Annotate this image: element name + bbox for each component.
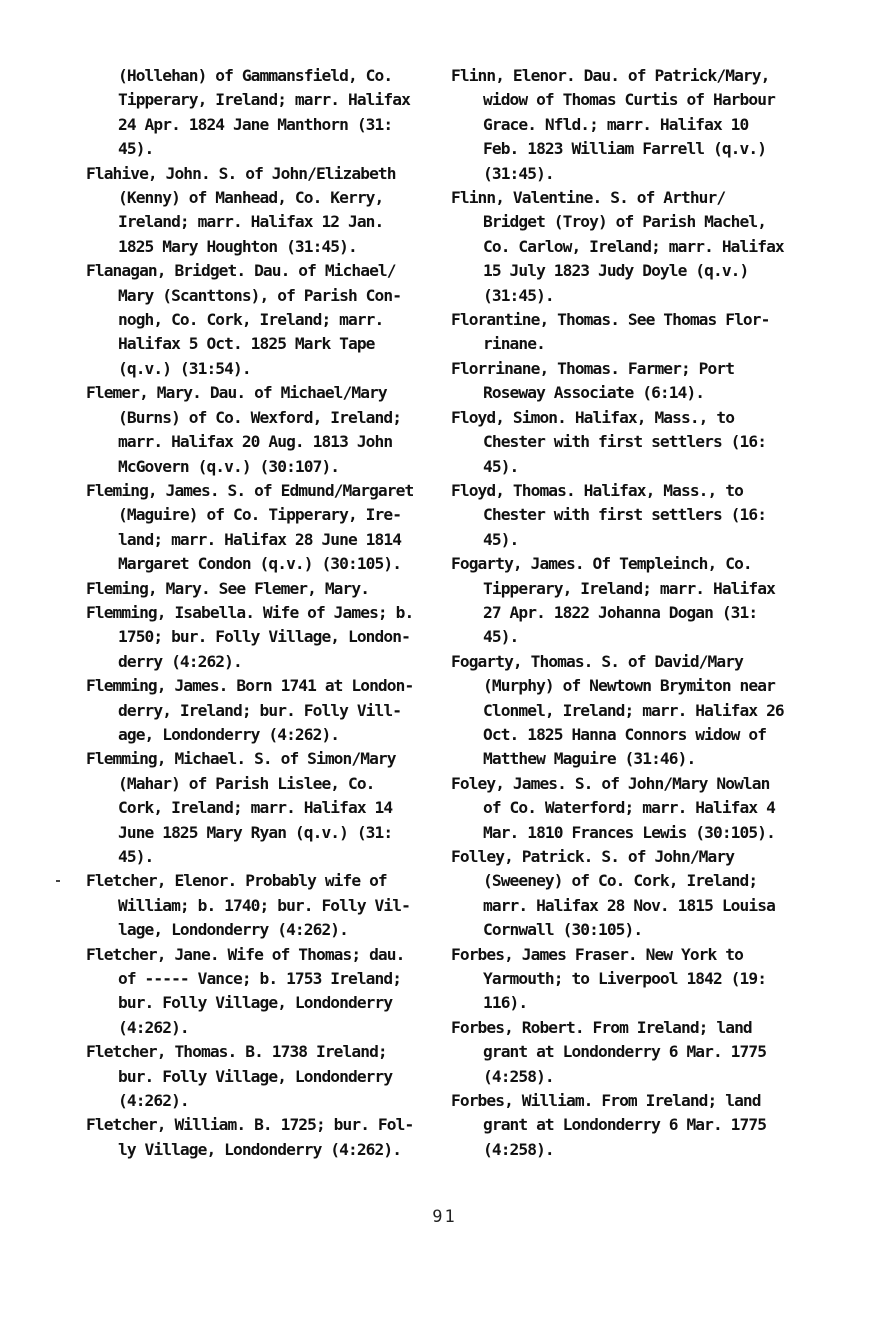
margin-mark [56,880,60,882]
entry: Fleming, Mary. See Flemer, Mary. [86,578,370,598]
entry: Flahive, John. S. of John/Elizabeth (Kenny) of Manhead, Co. Kerry, Ireland; marr. Halifax 12 Jan. 1825 Mary Houghton (31:45). [86,163,396,256]
entry: Floyd, Thomas. Halifax, Mass., to Chester with first settlers (16: 45). [451,480,767,549]
left-column [86,64,446,1162]
entry: Florantine, Thomas. See Thomas Flor- rinane. [451,310,770,354]
right-column [451,64,811,1162]
entry: Fleming, James. S. of Edmund/Margaret (Maguire) of Co. Tipperary, Ire- land; marr. Halifax 28 June 1814 Margaret Condon (q.v.) (30:105). [86,480,414,574]
entry: Floyd, Simon. Halifax, Mass., to Chester with first settlers (16: 45). [451,407,767,476]
entry: Fletcher, Jane. Wife of Thomas; dau. of ----- Vance; b. 1753 Ireland; bur. Folly Village, Londonderry (4:262). [86,944,405,1037]
entry: Folley, Patrick. S. of John/Mary (Sweeney) of Co. Cork, Ireland; marr. Halifax 28 Nov. 1815 Louisa Cornwall (30:105). [451,847,775,940]
entry: Flinn, Elenor. Dau. of Patrick/Mary, widow of Thomas Curtis of Harbour Grace. Nfld.; marr. Halifax 10 Feb. 1823 William Farrell (q.v.) (31:45). [451,66,775,183]
entry: Forbes, Robert. From Ireland; land grant at Londonderry 6 Mar. 1775 (4:258). [451,1017,767,1086]
entry: Flemming, James. Born 1741 at London- derry, Ireland; bur. Folly Vill- age, Londonderry (4:262). [86,676,414,744]
entry: Flemming, Michael. S. of Simon/Mary (Mahar) of Parish Lislee, Co. Cork, Ireland; marr. Halifax 14 June 1825 Mary Ryan (q.v.) (31: 45). [86,749,396,866]
entry: Flemer, Mary. Dau. of Michael/Mary (Burns) of Co. Wexford, Ireland; marr. Halifax 20 Aug. 1813 John McGovern (q.v.) (30:107). [86,383,402,476]
entry: Flinn, Valentine. S. of Arthur/ Bridget (Troy) of Parish Machel, Co. Carlow, Ireland; marr. Halifax 15 July 1823 Judy Doyle (q.v.) (31:45). [451,188,784,305]
entry: Fletcher, Thomas. B. 1738 Ireland; bur. Folly Village, Londonderry (4:262). [86,1042,393,1111]
entry: Florrinane, Thomas. Farmer; Port Roseway Associate (6:14). [451,358,735,403]
entry: Forbes, William. From Ireland; land grant at Londonderry 6 Mar. 1775 (4:258). [451,1091,767,1159]
entry: Flanagan, Bridget. Dau. of Michael/ Mary (Scanttons), of Parish Con- nogh, Co. Cork, Ireland; marr. Halifax 5 Oct. 1825 Mark Tape (q.v.) (31:54). [86,261,402,378]
entry: Forbes, James Fraser. New York to Yarmouth; to Liverpool 1842 (19: 116). [451,944,767,1013]
entry: Fogarty, Thomas. S. of David/Mary (Murphy) of Newtown Brymiton near Clonmel, Ireland; marr. Halifax 26 Oct. 1825 Hanna Connors widow of Matthew Maguire (31:46). [451,651,784,769]
entry: Foley, James. S. of John/Mary Nowlan of Co. Waterford; marr. Halifax 4 Mar. 1810 Frances Lewis (30:105). [451,773,775,842]
entry: Fletcher, William. B. 1725; bur. Fol- ly Village, Londonderry (4:262). [86,1115,414,1159]
entry: Flemming, Isabella. Wife of James; b. 1750; bur. Folly Village, London- derry (4:262). [86,602,414,671]
entry: Fogarty, James. Of Templeinch, Co. Tipperary, Ireland; marr. Halifax 27 Apr. 1822 Johanna Dogan (31: 45). [451,554,775,647]
entry: Fletcher, Elenor. Probably wife of William; b. 1740; bur. Folly Vil- lage, Londonderry (4:262). [86,871,410,940]
entry: (Hollehan) of Gammansfield, Co. Tipperary, Ireland; marr. Halifax 24 Apr. 1824 Jane Manthorn (31: 45). [118,66,410,159]
page-number: 91 [432,1207,457,1227]
